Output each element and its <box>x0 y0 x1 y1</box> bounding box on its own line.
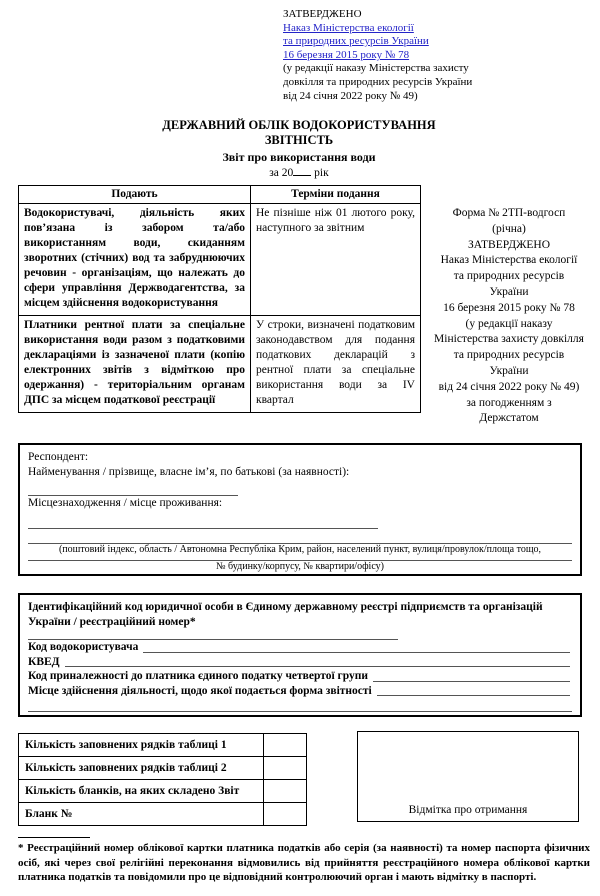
form-info-line: від 24 січня 2022 року № 49) <box>438 380 580 393</box>
counts-table <box>18 733 307 826</box>
edit-note-line-3: від 24 січня 2022 року № 49) <box>283 89 418 102</box>
respondent-label: Респондент: <box>28 451 89 463</box>
form-info-line: ЗАТВЕРДЖЕНО <box>467 238 551 251</box>
rows-table1-label: Кількість заповнених рядків таблиці 1 <box>19 734 264 757</box>
edit-note-line-1: (у редакції наказу Міністерства захисту <box>283 62 469 75</box>
rows-table2-value-cell <box>264 757 307 780</box>
activity-place-label: Місце здійснення діяльності, щодо якої подається форма звітності <box>28 684 372 697</box>
form-info-line: та природних ресурсів <box>453 270 565 283</box>
form-info-line: (у редакції наказу <box>465 317 553 330</box>
form-info-block <box>418 206 600 427</box>
respondent-name-label: Найменування / прізвище, власне ім’я, по батькові (за наявності): <box>28 465 350 478</box>
submission-table <box>18 185 421 413</box>
year-prefix: за 20 <box>269 167 294 179</box>
form-periodicity: (річна) <box>492 222 526 235</box>
blanks-count-value-cell <box>264 780 307 803</box>
table-row <box>19 803 307 826</box>
respondent-location-label: Місцезнаходження / місце проживання: <box>28 497 223 509</box>
blank-number-label: Бланк № <box>19 803 264 826</box>
identification-extra-fill-line <box>28 711 572 712</box>
submit-cell-2: Платники рентної плати за спеціальне використання води разом з податковими деклараціями із зазначеної плати (копію електронних звітів з відміткою про одержання) - територіальним органам ДПС за місцем податкової реєстрації <box>19 316 251 413</box>
table-row <box>19 734 307 757</box>
form-info-line: Наказ Міністерства екології <box>440 254 578 267</box>
form-number: Форма № 2ТП-водгосп <box>452 207 566 219</box>
year-blank-line <box>293 165 311 176</box>
submit-cell-1: Водокористувачі, діяльність яких пов’язана із забором та/або використанням води, скиданням зворотних (стічних) вод та забруднюючих речовин - організаціям, що належать до сфери управління Держводагентства, за місцем здійснення водокористування <box>19 204 251 316</box>
activity-place-fill-line <box>377 695 570 696</box>
kved-row <box>28 655 572 670</box>
edit-note-line-2: довкілля та природних ресурсів України <box>283 75 473 88</box>
order-link-line-3[interactable]: 16 березня 2015 року № 78 <box>283 48 410 61</box>
title-block <box>18 118 580 180</box>
form-info-line: України <box>489 364 529 377</box>
table-row <box>19 204 421 316</box>
form-info-line: за погодженням з <box>466 396 552 409</box>
approved-label: ЗАТВЕРДЖЕНО <box>283 8 362 20</box>
order-link-line-1[interactable]: Наказ Міністерства екології <box>283 21 414 34</box>
table-row <box>19 780 307 803</box>
column-header-terms: Терміни подання <box>251 186 421 204</box>
year-suffix: рік <box>314 167 329 179</box>
term-cell-2: У строки, визначені податковим законодавством для подання податкових декларацій з рентної плати за спеціальне використання води за IV квартал <box>251 316 421 413</box>
table-row <box>19 757 307 780</box>
report-name: Звіт про використання води <box>222 150 376 164</box>
edrpou-label: Ідентифікаційний код юридичної особи в Єдиному державному реєстрі підприємств та організацій України / реєстраційний номер* <box>28 601 543 628</box>
kved-label: КВЕД <box>28 655 60 668</box>
single-tax-fill-line <box>373 681 570 682</box>
table-row <box>19 316 421 413</box>
respondent-box <box>18 443 582 576</box>
receipt-mark-box <box>357 731 579 822</box>
approval-header-block <box>283 8 583 103</box>
form-info-line: Держстатом <box>479 412 539 425</box>
activity-place-row <box>28 684 572 699</box>
page-subtitle: ЗВІТНІСТЬ <box>264 133 334 147</box>
rows-table2-label: Кількість заповнених рядків таблиці 2 <box>19 757 264 780</box>
receipt-mark-label: Відмітка про отримання <box>408 804 528 816</box>
single-tax-label: Код приналежності до платника єдиного податку четвертої групи <box>28 670 369 682</box>
respondent-location-fill-line <box>28 528 378 529</box>
form-info-line: та природних ресурсів <box>453 349 565 362</box>
form-info-line: Міністерства захисту довкілля <box>434 333 584 346</box>
blank-number-value-cell <box>264 803 307 826</box>
identification-box <box>18 593 582 717</box>
footnote-text: * Реєстраційний номер облікової картки платника податків або серія (за наявності) та номер паспорта фізичних осіб, які через свої релігійні переконання відмовились від прийняття реєстраційного номера облікової картки платника податків та повідомили про це відповідний контролюючий орган і мають відмітку в паспорті. <box>18 842 590 884</box>
address-hint-2: № будинку/корпусу, № квартири/офісу) <box>216 560 384 572</box>
form-info-line: України <box>489 285 529 298</box>
table-header-row <box>19 186 421 204</box>
term-cell-1: Не пізніше ніж 01 лютого року, наступного за звітним <box>251 204 421 316</box>
rows-table1-value-cell <box>264 734 307 757</box>
water-user-code-row <box>28 640 572 655</box>
report-year-line <box>18 165 580 180</box>
single-tax-row <box>28 669 572 684</box>
kved-fill-line <box>65 666 570 667</box>
address-hint-1: (поштовий індекс, область / Автономна Республіка Крим, район, населений пункт, вулиця/провулок/площа тощо, <box>58 543 542 555</box>
water-user-code-label: Код водокористувача <box>28 641 139 653</box>
page-title: ДЕРЖАВНИЙ ОБЛІК ВОДОКОРИСТУВАННЯ <box>162 118 436 132</box>
footnote-separator <box>18 837 90 838</box>
water-user-code-fill-line <box>143 652 570 653</box>
order-link-line-2[interactable]: та природних ресурсів України <box>283 35 429 48</box>
blanks-count-label: Кількість бланків, на яких складено Звіт <box>19 780 264 803</box>
column-header-submit: Подають <box>19 186 251 204</box>
form-info-line: 16 березня 2015 року № 78 <box>443 301 575 314</box>
